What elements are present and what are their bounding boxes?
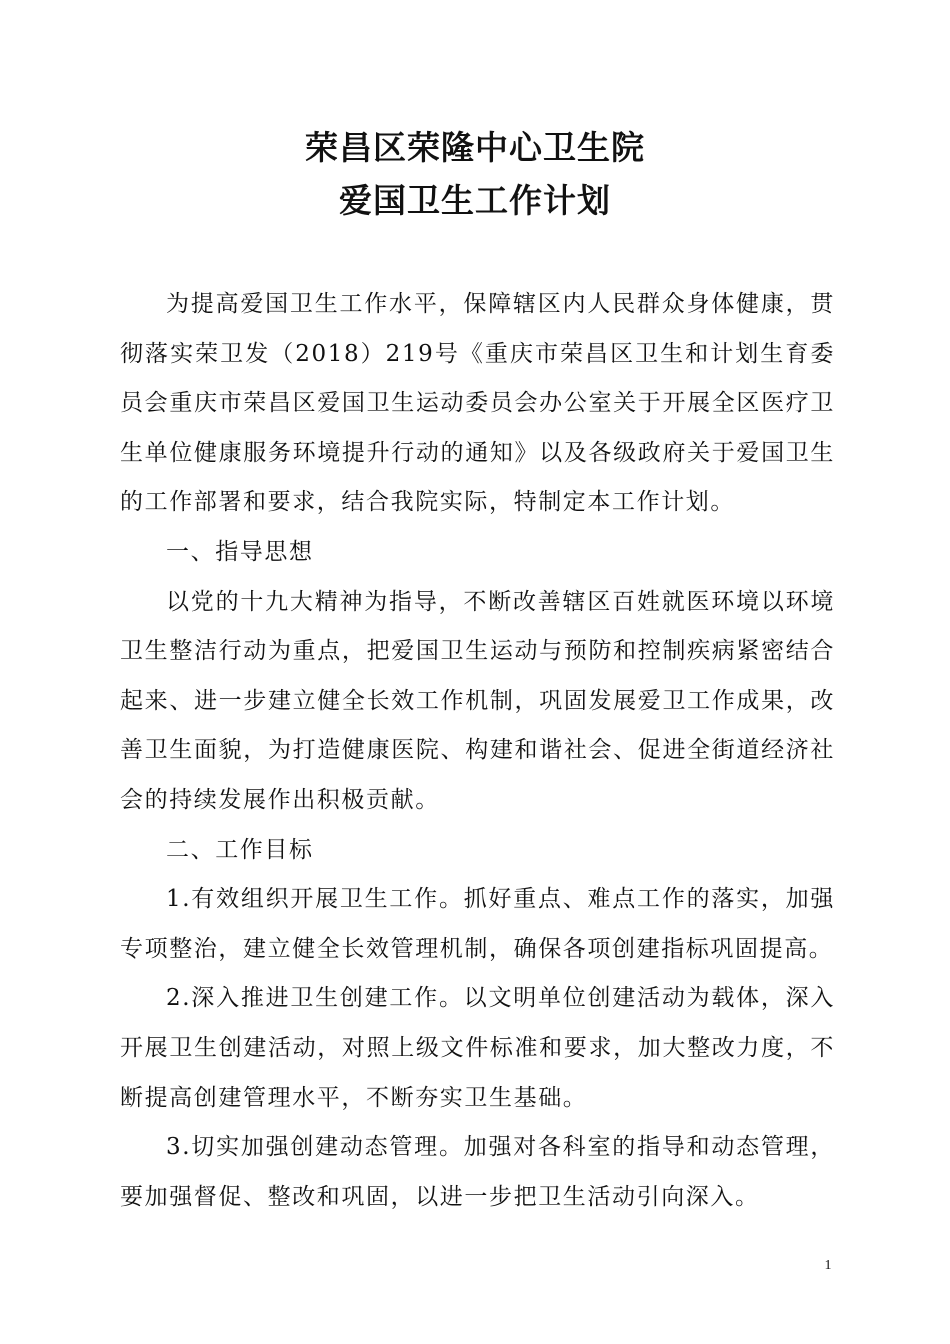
section-heading-work-goals: 二、工作目标	[166, 836, 314, 863]
document-body	[120, 280, 835, 1222]
page-number: 1	[824, 1258, 832, 1273]
paragraph-goal-3: 3.切实加强创建动态管理。加强对各科室的指导和动态管理，要加强督促、整改和巩固，以进一步把卫生活动引向深入。	[120, 1134, 835, 1210]
paragraph-guiding-ideology: 以党的十九大精神为指导，不断改善辖区百姓就医环境以环境卫生整洁行动为重点，把爱国卫生运动与预防和控制疾病紧密结合起来、进一步建立健全长效工作机制，巩固发展爱卫工作成果，改善卫生面貌，为打造健康医院、构建和谐社会、促进全街道经济社会的持续发展作出积极贡献。	[120, 588, 835, 813]
document-title-line1: 荣昌区荣隆中心卫生院	[305, 128, 645, 167]
section-heading-guiding-ideology: 一、指导思想	[166, 538, 314, 565]
document-title-line2: 爱国卫生工作计划	[339, 181, 611, 220]
paragraph-goal-1: 1.有效组织开展卫生工作。抓好重点、难点工作的落实，加强专项整治，建立健全长效管理机制，确保各项创建指标巩固提高。	[120, 886, 835, 962]
paragraph-intro: 为提高爱国卫生工作水平，保障辖区内人民群众身体健康，贯彻落实荣卫发（2018）219号《重庆市荣昌区卫生和计划生育委员会重庆市荣昌区爱国卫生运动委员会办公室关于开展全区医疗卫生单位健康服务环境提升行动的通知》以及各级政府关于爱国卫生的工作部署和要求，结合我院实际，特制定本工作计划。	[120, 291, 835, 516]
paragraph-goal-2: 2.深入推进卫生创建工作。以文明单位创建活动为载体，深入开展卫生创建活动，对照上级文件标准和要求，加大整改力度，不断提高创建管理水平，不断夯实卫生基础。	[120, 985, 835, 1111]
